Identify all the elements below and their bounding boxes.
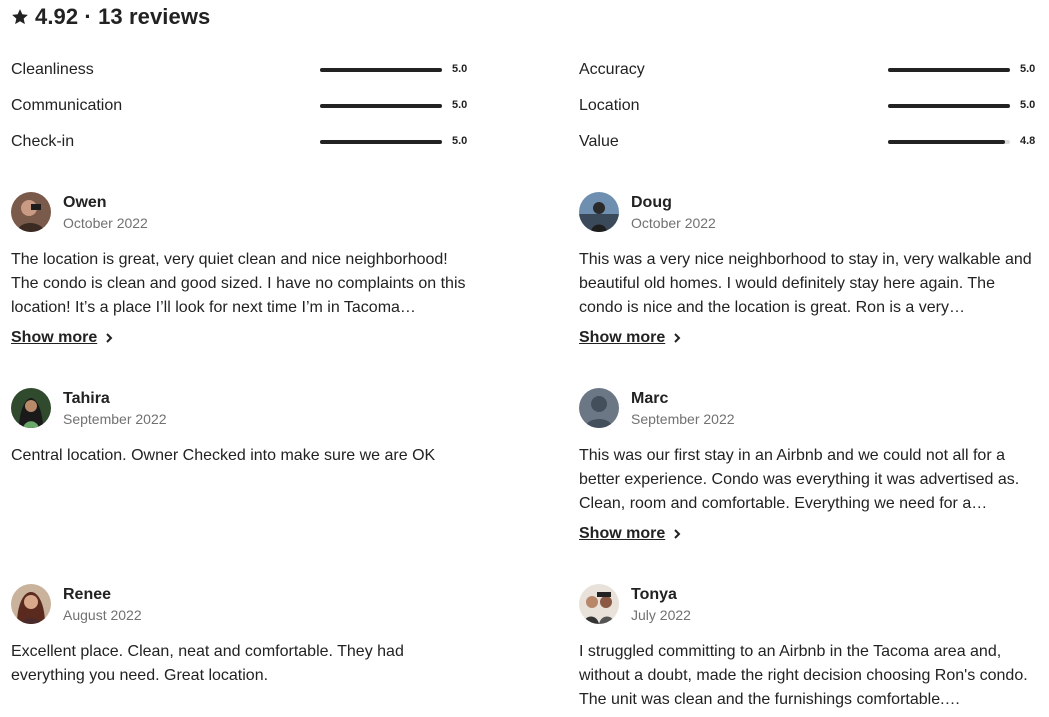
reviewer-name: Doug (631, 194, 672, 211)
rating-value: 5.0 (1020, 63, 1036, 75)
rating-label: Value (579, 133, 619, 150)
review-text: Central location. Owner Checked into make sure we are OK (11, 447, 436, 464)
review-text: This was our first stay in an Airbnb and we could not all for a better experience. Condo was everything it was advertised as. Clean, room and comfortable. Everything we need for a… (579, 447, 1020, 512)
rating-value: 5.0 (452, 63, 468, 75)
rating-value: 5.0 (452, 99, 468, 111)
avatar[interactable] (11, 192, 51, 232)
chevron-right-icon (671, 332, 683, 344)
rating-bar (320, 140, 442, 144)
show-more-button[interactable] (579, 525, 683, 543)
rating-label: Accuracy (579, 61, 645, 78)
rating-label: Communication (11, 97, 123, 114)
show-more-label: Show more (11, 329, 98, 346)
reviewer-name: Tonya (631, 586, 677, 603)
rating-communication (11, 94, 471, 118)
chevron-right-icon (671, 528, 683, 540)
rating-value-category (579, 130, 1039, 154)
review-date: October 2022 (63, 215, 148, 231)
reviewer-name: Owen (63, 194, 107, 211)
show-more-button[interactable] (11, 329, 115, 347)
rating-location (579, 94, 1039, 118)
review-text: This was a very nice neighborhood to stay in, very walkable and beautiful old homes. I would definitely stay here again. The condo is nice and the location is great. Ron is a very… (579, 251, 1032, 316)
rating-value: 5.0 (452, 135, 468, 147)
review-date: August 2022 (63, 607, 142, 623)
avatar[interactable] (579, 192, 619, 232)
review-date: October 2022 (631, 215, 716, 231)
rating-summary-text: 4.92 · 13 reviews (35, 4, 211, 29)
avatar[interactable] (11, 388, 51, 428)
star-icon (11, 8, 29, 26)
rating-cleanliness (11, 58, 471, 82)
show-more-label: Show more (579, 329, 666, 346)
rating-label: Cleanliness (11, 61, 94, 78)
avatar[interactable] (579, 388, 619, 428)
avatar[interactable] (579, 584, 619, 624)
rating-bar (320, 68, 442, 72)
rating-check-in (11, 130, 471, 154)
review-date: July 2022 (631, 607, 691, 623)
reviewer-name: Renee (63, 586, 112, 603)
review-text: The location is great, very quiet clean and nice neighborhood! The condo is clean and good sized. I have no complaints on this location! It’s a place I’ll look for next time I’m in Tacoma… (11, 251, 466, 316)
review-text: I struggled committing to an Airbnb in the Tacoma area and, without a doubt, made the right decision choosing Ron's condo. The unit was clean and the furnishings comfortable.… (579, 643, 1028, 708)
avatar[interactable] (11, 584, 51, 624)
rating-bar (888, 140, 1010, 144)
rating-value: 5.0 (1020, 99, 1036, 111)
show-more-label: Show more (579, 525, 666, 542)
rating-bar (888, 104, 1010, 108)
chevron-right-icon (103, 332, 115, 344)
reviews-summary (11, 2, 210, 32)
review-date: September 2022 (631, 411, 735, 427)
show-more-button[interactable] (579, 329, 683, 347)
review-text: Excellent place. Clean, neat and comfortable. They had everything you need. Great location. (11, 643, 404, 684)
reviewer-name: Tahira (63, 390, 110, 407)
rating-bar (888, 68, 1010, 72)
rating-accuracy (579, 58, 1039, 82)
rating-label: Location (579, 97, 640, 114)
rating-label: Check-in (11, 133, 75, 150)
rating-value: 4.8 (1020, 135, 1036, 147)
reviewer-name: Marc (631, 390, 669, 407)
review-date: September 2022 (63, 411, 167, 427)
rating-bar (320, 104, 442, 108)
